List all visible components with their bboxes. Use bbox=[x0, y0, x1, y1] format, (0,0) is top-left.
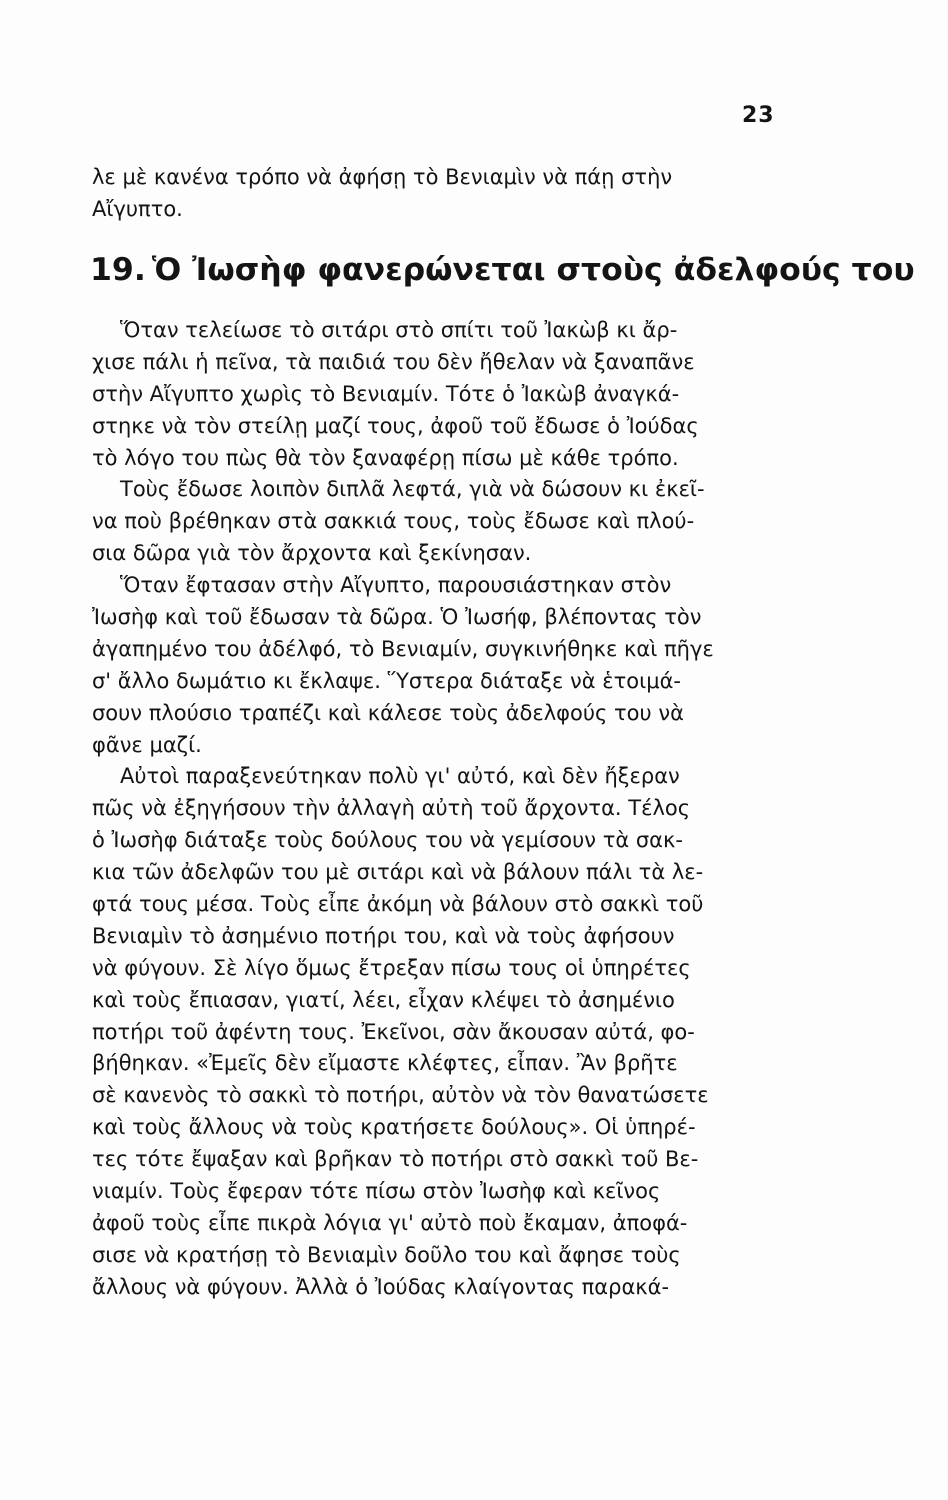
text-line: Αἴγυπτο. bbox=[92, 196, 183, 221]
text-line: νιαμίν. Τοὺς ἔφεραν τότε πίσω στὸν Ἰωσὴφ καὶ κεῖνος bbox=[92, 1179, 661, 1204]
text-line: σουν πλούσιο τραπέζι καὶ κάλεσε τοὺς ἀδελφούς του νὰ bbox=[92, 700, 684, 725]
text-line: βήθηκαν. «Ἐμεῖς δὲν εἴμαστε κλέφτες, εἶπαν. Ἂν βρῆτε bbox=[92, 1051, 678, 1076]
text-line: στὴν Αἴγυπτο χωρὶς τὸ Βενιαμίν. Τότε ὁ Ἰακὼβ ἀναγκά- bbox=[92, 381, 680, 406]
text-line: ἀγαπημένο του ἀδέλφό, τὸ Βενιαμίν, συγκινήθηκε καὶ πῆγε bbox=[92, 636, 714, 661]
section-number: 19. bbox=[90, 252, 146, 288]
text-line: σια δῶρα γιὰ τὸν ἄρχοντα καὶ ξεκίνησαν. bbox=[92, 541, 532, 566]
text-line: φᾶνε μαζί. bbox=[92, 732, 202, 757]
paragraph bbox=[92, 570, 806, 761]
paragraph bbox=[92, 315, 806, 474]
text-line: πῶς νὰ ἐξηγήσουν τὴν ἀλλαγὴ αὐτὴ τοῦ ἄρχοντα. Τέλος bbox=[92, 796, 691, 821]
text-line: Βενιαμὶν τὸ ἀσημένιο ποτήρι του, καὶ νὰ τοὺς ἀφήσουν bbox=[92, 923, 675, 948]
text-line: να ποὺ βρέθηκαν στὰ σακκιά τους, τοὺς ἔδωσε καὶ πλού- bbox=[92, 509, 695, 534]
text-line: καὶ τοὺς ἄλλους νὰ τοὺς κρατήσετε δούλους». Οἱ ὑπηρέ- bbox=[92, 1115, 696, 1140]
text-line: φτά τους μέσα. Τοὺς εἶπε ἀκόμη νὰ βάλουν στὸ σακκὶ τοῦ bbox=[92, 892, 704, 917]
text-line: νὰ φύγουν. Σὲ λίγο ὅμως ἔτρεξαν πίσω τους οἱ ὑπηρέτες bbox=[92, 955, 691, 980]
text-line: τες τότε ἔψαξαν καὶ βρῆκαν τὸ ποτήρι στὸ σακκὶ τοῦ Βε- bbox=[92, 1147, 699, 1172]
text-line: Ὅταν ἔφτασαν στὴν Αἴγυπτο, παρουσιάστηκαν στὸν bbox=[120, 573, 672, 598]
text-line: στηκε νὰ τὸν στείλῃ μαζί τους, ἀφοῦ τοῦ ἔδωσε ὁ Ἰούδας bbox=[92, 413, 699, 438]
text-line: σισε νὰ κρατήσῃ τὸ Βενιαμὶν δοῦλο του καὶ ἄφησε τοὺς bbox=[92, 1242, 681, 1267]
text-line: σ' ἄλλο δωμάτιο κι ἔκλαψε. Ὕστερα διάταξε νὰ ἑτοιμά- bbox=[92, 668, 682, 693]
text-line: τὸ λόγο του πὼς θὰ τὸν ξαναφέρῃ πίσω μὲ κάθε τρόπο. bbox=[92, 445, 679, 470]
paragraph bbox=[92, 474, 806, 570]
text-line: Ὅταν τελείωσε τὸ σιτάρι στὸ σπίτι τοῦ Ἰακὼβ κι ἄρ- bbox=[120, 318, 678, 342]
section-title: Ὁ Ἰωσὴφ φανερώνεται στοὺς ἀδελφούς του bbox=[151, 252, 915, 288]
text-line: Αὐτοὶ παραξενεύτηκαν πολὺ γι' αὐτό, καὶ δὲν ἤξεραν bbox=[120, 764, 680, 789]
text-line: κια τῶν ἀδελφῶν του μὲ σιτάρι καὶ νὰ βάλουν πάλι τὰ λε- bbox=[92, 860, 704, 885]
text-line: ποτήρι τοῦ ἀφέντη τους. Ἐκεῖνοι, σὰν ἄκουσαν αὐτά, φο- bbox=[92, 1019, 695, 1044]
section-body bbox=[92, 315, 806, 1304]
text-line: σὲ κανενὸς τὸ σακκὶ τὸ ποτήρι, αὐτὸν νὰ τὸν θανατώσετε bbox=[92, 1083, 709, 1108]
intro-text bbox=[92, 162, 806, 226]
text-line: λε μὲ κανένα τρόπο νὰ ἀφήσῃ τὸ Βενιαμὶν νὰ πάῃ στὴν bbox=[92, 165, 673, 189]
text-line: ἀφοῦ τοὺς εἶπε πικρὰ λόγια γι' αὐτὸ ποὺ ἔκαμαν, ἀποφά- bbox=[92, 1210, 688, 1235]
text-line: ὁ Ἰωσὴφ διάταξε τοὺς δούλους του νὰ γεμίσουν τὰ σακ- bbox=[92, 828, 683, 853]
text-line: χισε πάλι ἡ πεῖνα, τὰ παιδιά του δὲν ἤθελαν νὰ ξαναπᾶνε bbox=[92, 349, 695, 374]
text-line: Τοὺς ἔδωσε λοιπὸν διπλᾶ λεφτά, γιὰ νὰ δώσουν κι ἐκεῖ- bbox=[120, 477, 705, 502]
section-heading bbox=[90, 252, 915, 288]
text-line: καὶ τοὺς ἔπιασαν, γιατί, λέει, εἶχαν κλέψει τὸ ἀσημένιο bbox=[92, 987, 675, 1012]
text-line: Ἰωσὴφ καὶ τοῦ ἔδωσαν τὰ δῶρα. Ὁ Ἰωσήφ, βλέποντας τὸν bbox=[92, 605, 702, 630]
page-number: 23 bbox=[742, 103, 775, 128]
text-line: ἄλλους νὰ φύγουν. Ἀλλὰ ὁ Ἰούδας κλαίγοντας παρακά- bbox=[92, 1274, 670, 1299]
paragraph bbox=[92, 761, 806, 1303]
